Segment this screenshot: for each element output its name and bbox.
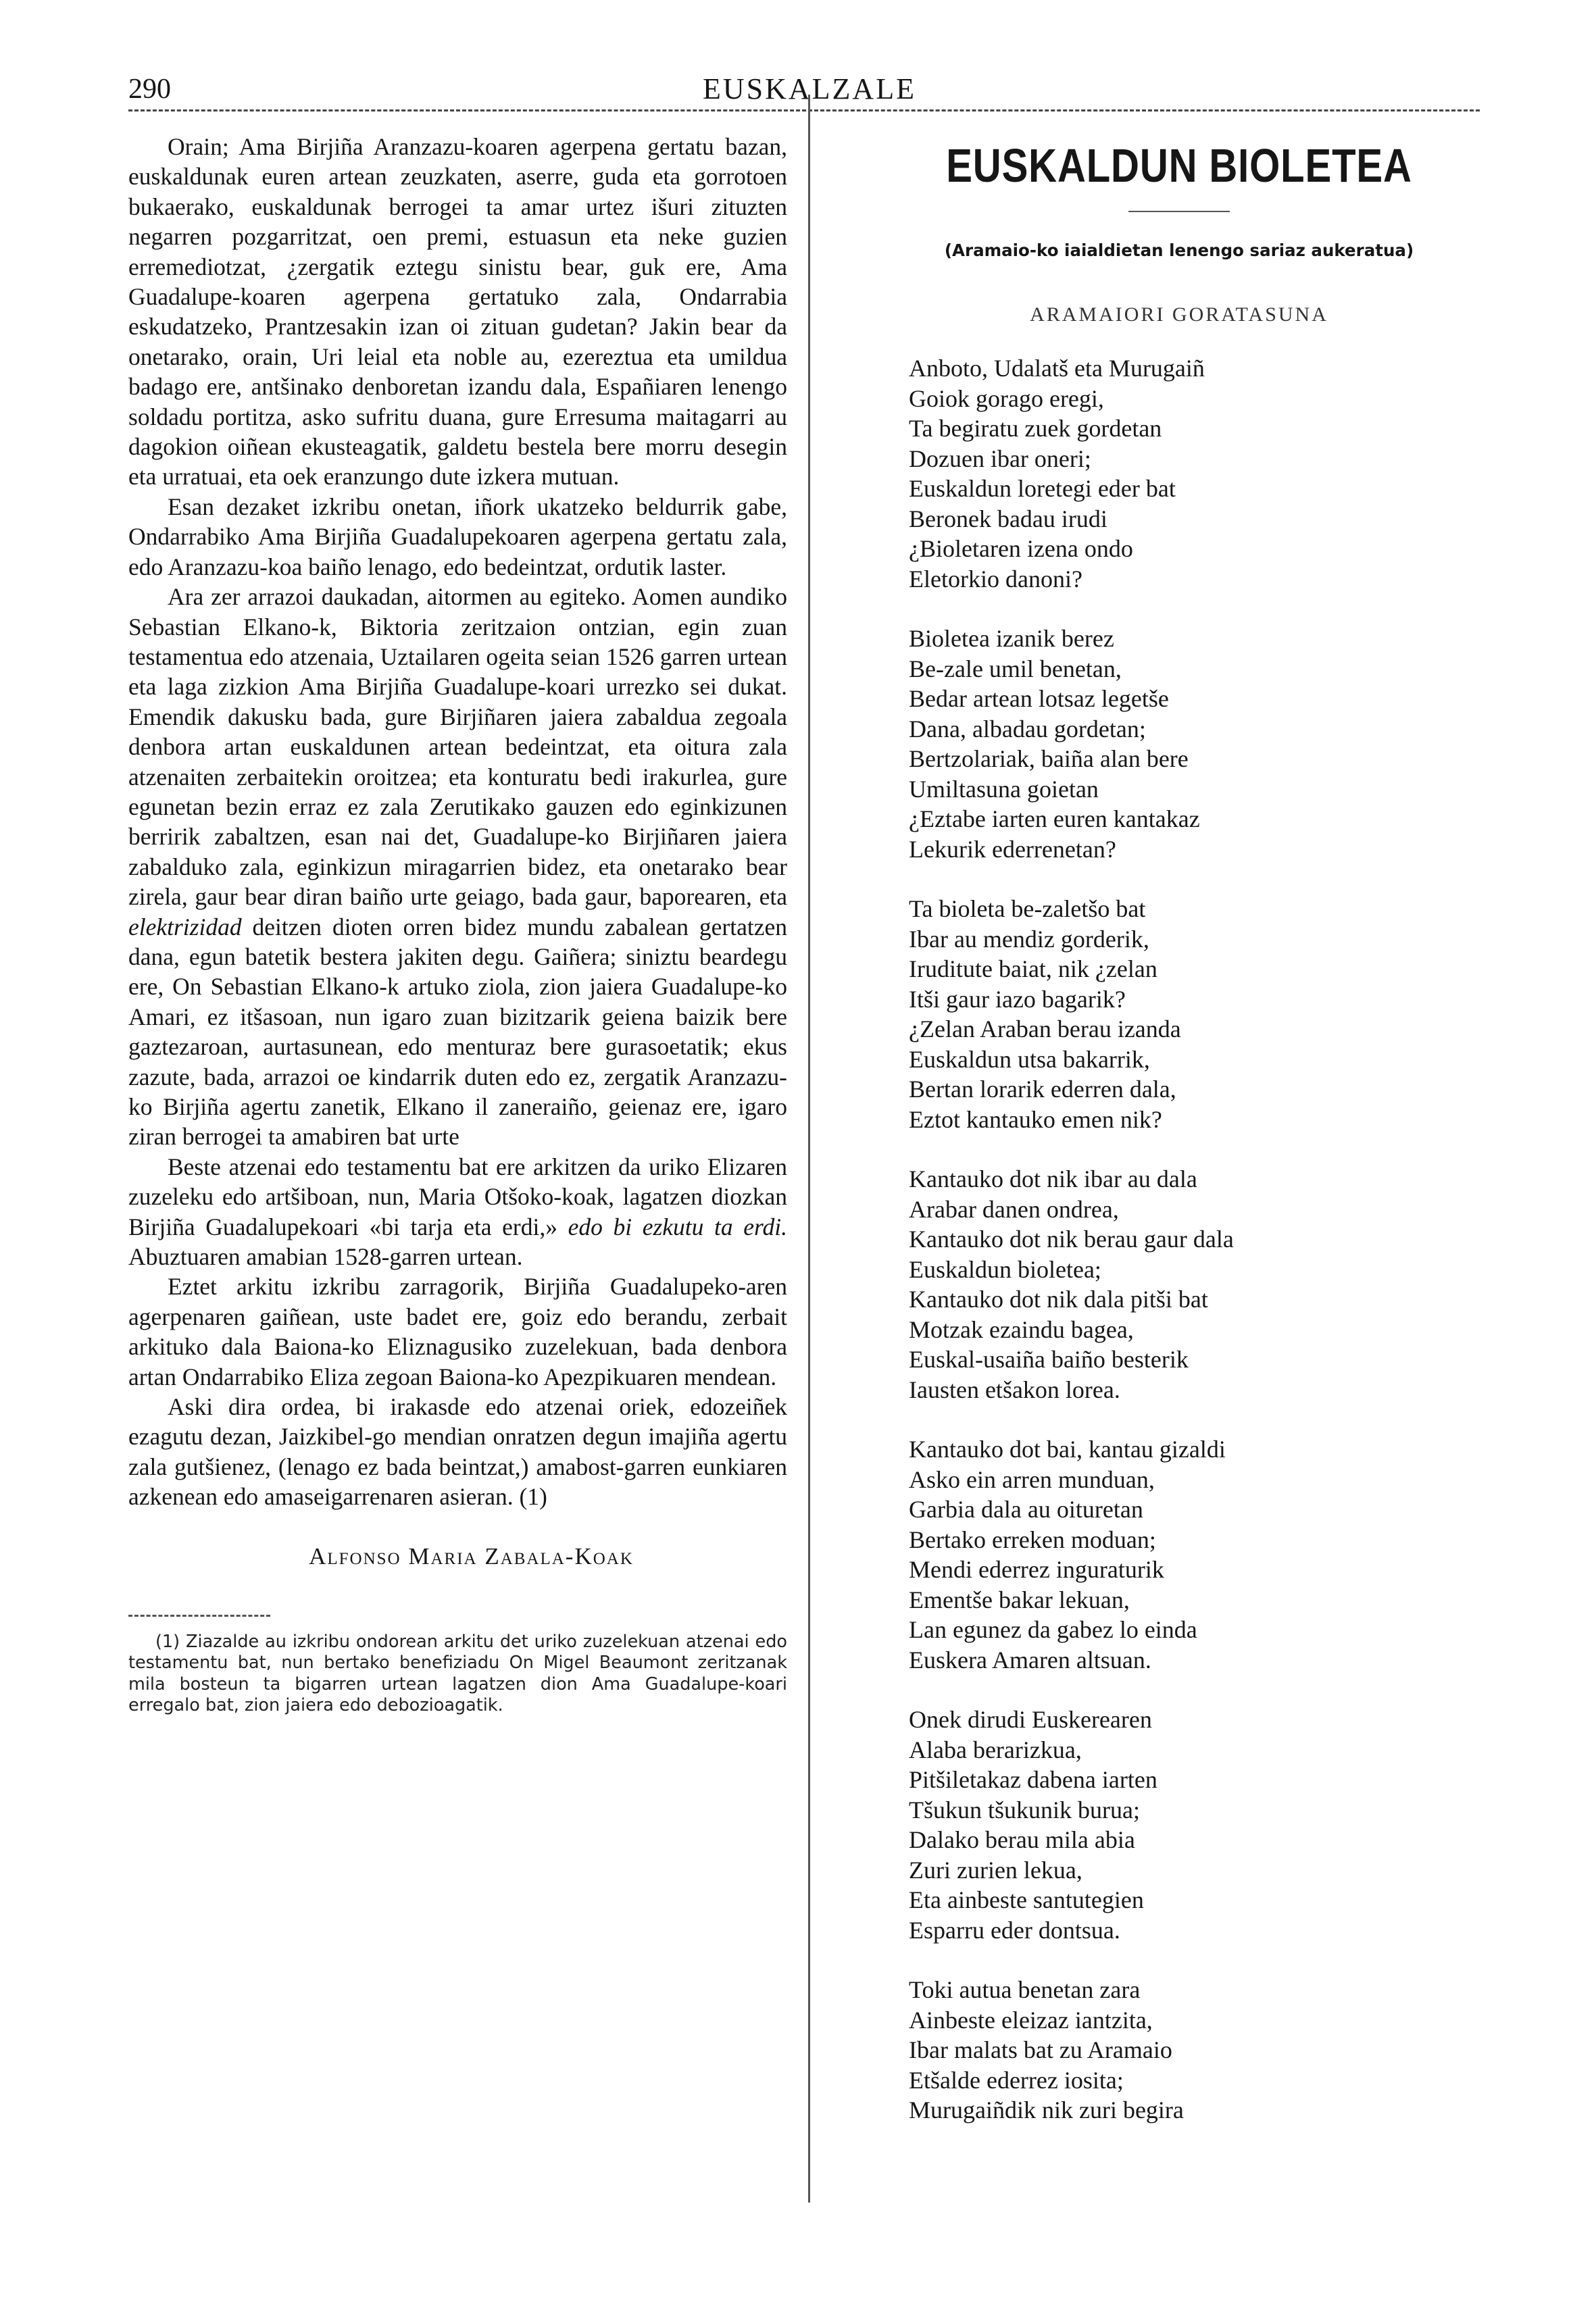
paragraph-4 [128, 1152, 787, 1272]
verse-line: Ementše bakar lekuan, [909, 1586, 1130, 1613]
verse-line: Ta begiratu zuek gordetan [909, 415, 1162, 442]
verse-line: Kantauko dot bai, kantau gizaldi [909, 1436, 1226, 1463]
verse-line: Etšalde ederrez iosita; [909, 2066, 1124, 2094]
verse-line: Pitšiletakaz dabena iarten [909, 1766, 1157, 1793]
verse-line: Bedar artean lotsaz legetše [909, 685, 1169, 712]
stanza-4 [909, 1164, 1476, 1405]
verse-line: Beronek badau irudi [909, 505, 1107, 532]
page-header [128, 68, 1480, 111]
verse-line: Zuri zurien lekua, [909, 1856, 1082, 1884]
paragraph-4-italic: edo bi ezkutu ta erdi. [568, 1213, 787, 1240]
verse-line: ¿Zelan Araban berau izanda [909, 1015, 1181, 1042]
paragraph-6: Aski dira ordea, bi irakasde edo atzenai oriek, edozeiñek ezagutu dezan, Jaizkibel-go mendian onratzen degun imajiña agertu zala gutšienez, (lenago ez bada beintzat,) amabost-garren eunkiaren azkenean edo amaseigarrenaren asieran. (1) [128, 1393, 787, 1511]
poem-subtitle: (Aramaio-ko iaialdietan lenengo sariaz aukeratua) [944, 241, 1414, 260]
author-signature: Alfonso Maria Zabala-Koak [309, 1542, 634, 1569]
paragraph-3-text-a: Ara zer arrazoi daukadan, aitormen au egiteko. Aomen aundiko Sebastian Elkano-k, Biktoria zeritzaion ontzian, egin zuan testamentua edo atzenaia, Uztailaren ogeita seian 1526 garren urtean eta laga zizkion Ama Birjiña Guadalupe-koari urrezko sei dukat. Emendik dakusku bada, gure Birjiñaren jaiera zabaldua zegoala denbora artan euskaldunen artean bedeintzat, eta oitura zala atzenaiten zerbaitekin oroitzea; eta konturatu bedi irakurlea, gure egunetan bezin erraz ez zala Zerutikako gauzen edo eginkizunen berririk zabaltzen, esan nai det, Guadalupe-ko Birjiñaren jaiera zabalduko zala, eginkizun miragarrien bidez, eta onetarako bear zirela, gaur bear diran baiño urte geiago, bada gaur, baporearen, eta [128, 583, 787, 911]
verse-line: Itši gaur iazo bagarik? [909, 985, 1126, 1013]
poem-title: EUSKALDUN BIOLETEA [946, 139, 1412, 192]
verse-line: Motzak ezaindu bagea, [909, 1315, 1134, 1343]
left-column [128, 132, 787, 1717]
verse-line: Dalako berau mila abia [909, 1826, 1135, 1853]
footnote-rule [128, 1615, 270, 1617]
verse-line: Bertzolariak, baiña alan bere [909, 745, 1189, 772]
footnote: (1) Ziazalde au izkribu ondorean arkitu det uriko zuzelekuan atzenai edo testamentu bat, nun bertako benefiziadu On Migel Beaumont zeritzanak mila bosteun ta bigarren urtean lagatzen dion Ama Guadalupe-koari erregalo bat, zion jaiera edo debozioagatik. [128, 1631, 787, 1716]
verse-line: Euskaldun bioletea; [909, 1255, 1101, 1283]
verse-line: Kantauko dot nik ibar au dala [909, 1165, 1197, 1192]
verse-line: Murugaiñdik nik zuri begira [909, 2096, 1184, 2123]
verse-line: Lekurik ederrenetan? [909, 835, 1116, 863]
paragraph-3-text-b: deitzen dioten orren bidez mundu zabalean gertatzen dana, egun batetik bestera jakiten degu. Gaiñera; siniztu beardegu ere, On Sebastian Elkano-k artuko ziola, zion jaiera Guadalupe-ko Amari, ez itšasoan, nun igaro zuan bizitzarik geiena baizik bere gaztezaroan, aurtasunean, edo menturaz bere gurasoetatik; ekus zazute, bada, arrazoi oe kindarrik duten edo ez, zergatik Aranzazu-ko Birjiña agertu zanetik, Elkano il zaneraiño, geienaz ere, igaro ziran berrogei ta amabiren bat urte [128, 913, 787, 1151]
verse-line: Garbia dala au oituretan [909, 1496, 1143, 1523]
verse-line: Anboto, Udalatš eta Murugaiñ [909, 355, 1205, 382]
verse-line: Bertako erreken moduan; [909, 1526, 1156, 1553]
verse-line: Umiltasuna goietan [909, 775, 1099, 803]
verse-line: Bertan lorarik ederren dala, [909, 1076, 1176, 1103]
verse-line: Dana, albadau gordetan; [909, 715, 1146, 743]
verse-line: Asko ein arren munduan, [909, 1465, 1155, 1493]
verse-line: Dozuen ibar oneri; [909, 445, 1091, 472]
verse-line: Ainbeste eleizaz iantzita, [909, 2006, 1153, 2034]
verse-line: Eta ainbeste santutegien [909, 1886, 1144, 1913]
paragraph-4-text-b: Abuztuaren amabian 1528-garren urtean. [128, 1243, 523, 1271]
paragraph-5: Eztet arkitu izkribu zarragorik, Birjiña Guadalupeko-aren agerpenaren gaiñean, uste badet ere, goiz edo berandu, zerbait arkituko dala Baiona-ko Eliznagusiko zuzelekuan, bada denbora artan Ondarrabiko Eliza zegoan Baiona-ko Apezpikuaren mendean. [128, 1273, 787, 1390]
stanza-3 [909, 894, 1476, 1134]
verse-line: Onek dirudi Euskerearen [909, 1706, 1152, 1733]
stanza-7 [909, 1975, 1476, 2126]
poem-stanzas [882, 353, 1476, 2126]
verse-line: Be-zale umil benetan, [909, 655, 1122, 682]
verse-line: Tšukun tšukunik burua; [909, 1796, 1140, 1823]
poem-dedication: ARAMAIORI GORATASUNA [1030, 303, 1328, 326]
verse-line: Arabar danen ondrea, [909, 1195, 1119, 1223]
verse-line: Euskaldun utsa bakarrik, [909, 1045, 1150, 1073]
header-rule [128, 109, 1480, 111]
verse-line: Mendi ederrez inguraturik [909, 1556, 1164, 1583]
verse-line: Alaba berarizkua, [909, 1736, 1082, 1763]
paragraph-3 [128, 582, 787, 1152]
verse-line: Ta bioleta be-zaletšo bat [909, 895, 1146, 922]
paragraph-2: Esan dezaket izkribu onetan, iñork ukatzeko beldurrik gabe, Ondarrabiko Ama Birjiña Guadalupekoaren agerpena gertatu zala, edo Aranzazu-koa baiño lenago, edo bedeintzat, ordutik laster. [128, 493, 787, 580]
verse-line: ¿Eztabe iarten euren kantakaz [909, 805, 1200, 832]
right-column [882, 135, 1476, 2155]
verse-line: ¿Bioletaren izena ondo [909, 535, 1133, 562]
stanza-6 [909, 1705, 1476, 1945]
verse-line: Bioletea izanik berez [909, 625, 1114, 652]
verse-line: Iausten etšakon lorea. [909, 1376, 1120, 1403]
verse-line: Eztot kantauko emen nik? [909, 1105, 1162, 1133]
verse-line: Ibar au mendiz gorderik, [909, 925, 1149, 953]
verse-line: Euskal-usaiña baiño besterik [909, 1346, 1189, 1373]
verse-line: Ibar malats bat zu Aramaio [909, 2036, 1172, 2063]
verse-line: Toki autua benetan zara [909, 1976, 1141, 2003]
paragraph-3-italic: elektrizidad [128, 913, 242, 940]
page-number: 290 [128, 74, 171, 105]
verse-line: Euskaldun loretegi eder bat [909, 475, 1176, 502]
running-title: EUSKALZALE [703, 72, 916, 105]
verse-line: Euskera Amaren altsuan. [909, 1646, 1151, 1674]
verse-line: Eletorkio danoni? [909, 565, 1082, 593]
verse-line: Iruditute baiat, nik ¿zelan [909, 955, 1157, 982]
verse-line: Lan egunez da gabez lo einda [909, 1616, 1197, 1643]
stanza-1 [909, 353, 1476, 594]
verse-line: Kantauko dot nik berau gaur dala [909, 1226, 1234, 1253]
stanza-5 [909, 1434, 1476, 1675]
paragraph-4-text-a: Beste atzenai edo testamentu bat ere arkitzen da uriko Elizaren zuzeleku edo artšiboan, nun, Maria Otšoko-koak, lagatzen diozkan Birjiña Guadalupekoari «bi tarja eta erdi,» [128, 1153, 787, 1240]
column-divider [808, 95, 810, 2203]
stanza-2 [909, 624, 1476, 864]
paragraph-1: Orain; Ama Birjiña Aranzazu-koaren agerpena gertatu bazan, euskaldunak euren artean zeuzkaten, aserre, guda eta gorrotoen bukaerako, euskaldunak berrogei ta amar urtez išuri zituzten negarren pozgarritzat, oen premi, estuasun eta neke guzien erremediotzat, ¿zergatik eztegu sinistu bear, guk ere, Ama Guadalupe-koaren agerpena gertatuko zala, Ondarrabia eskudatzeko, Prantzesakin izan oi zituan gudetan? Jakin bear da onetarako, orain, Uri leial eta noble au, ezereztua eta umildua badago ere, antšinako denboretan izandu dala, Españiaren lenengo soldadu portitza, asko sufritu duana, gure Erresuma maitagarri au dagokion oiñean ekusteagatik, galdetu bestela bere morru desegin eta urratuai, eta oek eranzungo dute izkera mutuan. [128, 133, 787, 491]
title-rule [1128, 211, 1230, 212]
verse-line: Goiok gorago eregi, [909, 384, 1104, 412]
verse-line: Esparru eder dontsua. [909, 1916, 1120, 1944]
verse-line: Kantauko dot nik dala pitši bat [909, 1286, 1208, 1313]
